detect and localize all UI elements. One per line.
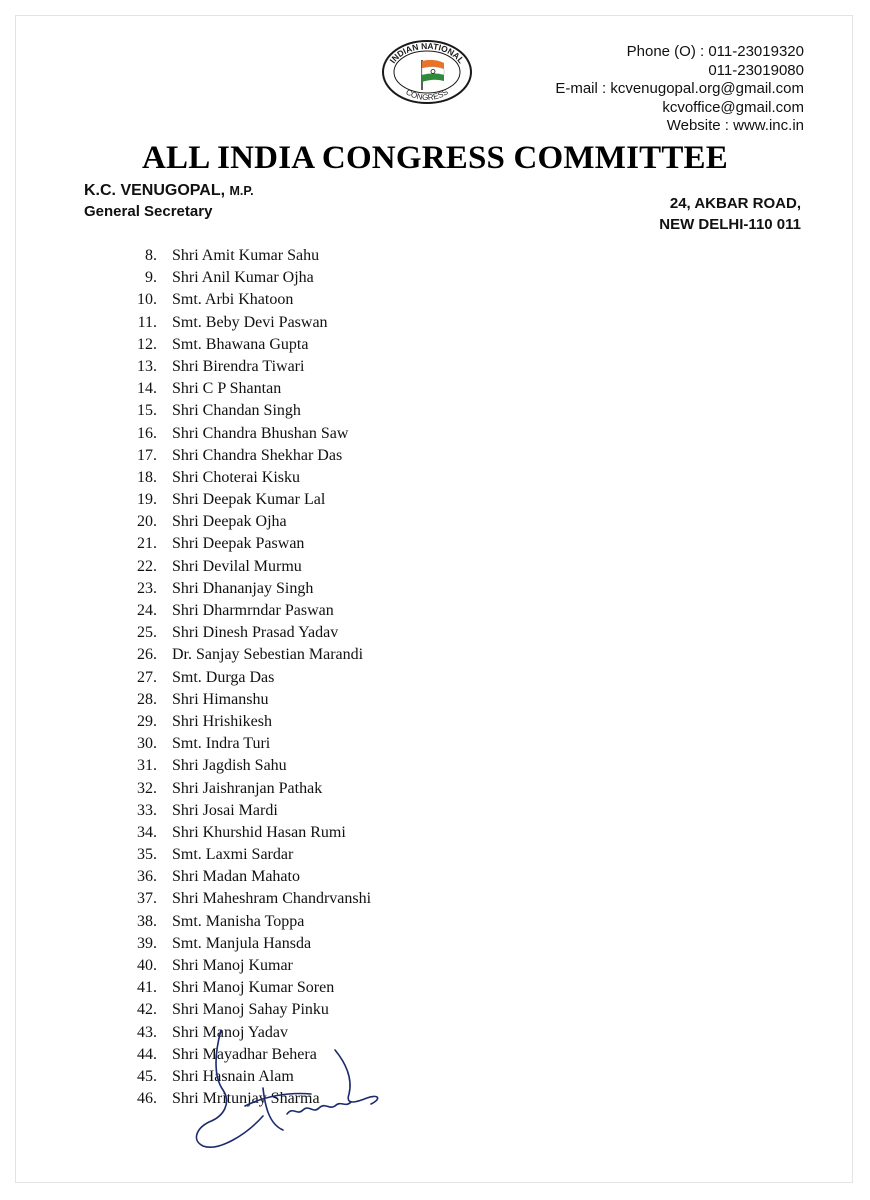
- list-item-name: Shri Manoj Sahay Pinku: [172, 1001, 329, 1019]
- website-url: www.inc.in: [733, 117, 804, 134]
- email-address-1: kcvenugopal.org@gmail.com: [610, 80, 804, 97]
- list-item-name: Shri Jaishranjan Pathak: [172, 779, 323, 797]
- list-item-name: Shri C P Shantan: [172, 380, 282, 398]
- list-item-number: 11.: [137, 313, 157, 331]
- list-item-number: 41.: [137, 979, 157, 997]
- list-item-name: Shri Anil Kumar Ojha: [172, 269, 314, 287]
- list-item-number: 12.: [137, 335, 157, 353]
- list-item-number: 37.: [137, 890, 157, 908]
- list-item-name: Shri Amit Kumar Sahu: [172, 247, 320, 264]
- list-item-number: 24.: [137, 602, 157, 619]
- website-row: [555, 117, 804, 136]
- list-item-number: 10.: [137, 291, 157, 309]
- sender-name: K.C. VENUGOPAL,: [84, 182, 226, 199]
- address-line-2: NEW DELHI-110 011: [659, 216, 801, 233]
- list-item-number: 39.: [137, 934, 157, 952]
- list-item-number: 28.: [137, 690, 157, 708]
- phone-label: Phone (O) :: [626, 43, 705, 60]
- signature: [185, 1030, 400, 1155]
- list-item-name: Shri Mritunjay Sharma: [172, 1090, 320, 1108]
- list-item-number: 42.: [137, 1001, 157, 1019]
- list-item-name: Shri Dinesh Prasad Yadav: [172, 624, 339, 642]
- list-item-number: 25.: [137, 624, 157, 642]
- list-item-number: 29.: [137, 712, 157, 730]
- sender-block: [84, 182, 254, 220]
- list-item-name: Shri Hrishikesh: [172, 712, 272, 730]
- list-item-name: Shri Chandan Singh: [172, 402, 301, 420]
- email-row: [555, 80, 804, 99]
- list-item-name: Shri Manoj Yadav: [172, 1023, 289, 1041]
- list-item-number: 43.: [137, 1023, 157, 1041]
- list-item-name: Shri Deepak Paswan: [172, 535, 305, 553]
- list-item-name: Smt. Manjula Hansda: [172, 934, 312, 952]
- list-item-name: Shri Manoj Kumar: [172, 957, 293, 974]
- list-item-name: Shri Maheshram Chandrvanshi: [172, 890, 372, 908]
- list-item-name: Shri Manoj Kumar Soren: [172, 979, 335, 997]
- email-address-2: kcvoffice@gmail.com: [662, 98, 804, 116]
- list-item-name: Smt. Durga Das: [172, 668, 275, 686]
- phone-number-1: 011-23019320: [708, 43, 804, 60]
- list-item-number: 32.: [137, 779, 157, 797]
- phone-row: [555, 43, 804, 62]
- list-item-name: Shri Devilal Murmu: [172, 557, 302, 575]
- list-item-number: 36.: [137, 868, 157, 886]
- list-item-name: Shri Chandra Bhushan Saw: [172, 424, 349, 442]
- list-item-number: 20.: [137, 513, 157, 531]
- list-item-name: Shri Deepak Kumar Lal: [172, 491, 326, 509]
- list-item-name: Shri Khurshid Hasan Rumi: [172, 823, 346, 841]
- list-item-number: 46.: [137, 1090, 157, 1108]
- list-item-name: Shri Himanshu: [172, 690, 269, 708]
- list-item-number: 35.: [137, 846, 157, 864]
- list-item-number: 22.: [137, 557, 157, 575]
- list-item-name: Shri Deepak Ojha: [172, 513, 287, 531]
- email-label: E-mail :: [555, 80, 607, 97]
- list-item-number: 33.: [137, 801, 157, 819]
- list-item-name: Shri Mayadhar Behera: [172, 1045, 317, 1063]
- list-item-number: 9.: [145, 269, 157, 287]
- list-item-name: Smt. Bhawana Gupta: [172, 335, 309, 353]
- logo-text-top: INDIAN NATIONAL: [387, 40, 467, 66]
- list-item-name: Smt. Beby Devi Paswan: [172, 313, 328, 331]
- list-item-name: Shri Madan Mahato: [172, 868, 300, 886]
- list-item-number: 23.: [137, 579, 157, 597]
- list-item-name: Shri Choterai Kisku: [172, 468, 300, 486]
- contact-block: [555, 43, 804, 136]
- list-item-name: Shri Jagdish Sahu: [172, 757, 287, 775]
- address-line-1: 24, AKBAR ROAD,: [669, 195, 801, 212]
- list-item-name: Shri Birendra Tiwari: [172, 357, 305, 375]
- list-item-number: 13.: [137, 357, 157, 375]
- sender-name-line: [84, 182, 254, 200]
- list-item-name: Smt. Arbi Khatoon: [172, 291, 294, 309]
- email-row-2: [555, 99, 804, 118]
- list-item-number: 15.: [137, 402, 157, 420]
- sender-role: General Secretary: [84, 203, 213, 220]
- list-item-name: Dr. Sanjay Sebestian Marandi: [172, 646, 364, 664]
- list-item-number: 17.: [137, 446, 157, 464]
- list-item-name: Shri Dhananjay Singh: [172, 579, 314, 597]
- list-item-number: 19.: [137, 491, 157, 509]
- organization-title: ALL INDIA CONGRESS COMMITTEE: [142, 140, 728, 176]
- list-item-name: Shri Chandra Shekhar Das: [172, 446, 343, 464]
- list-item-number: 26.: [137, 646, 157, 664]
- list-item-number: 27.: [137, 668, 157, 686]
- congress-logo: [380, 38, 474, 106]
- list-item-name: Smt. Manisha Toppa: [172, 912, 305, 930]
- list-item-number: 21.: [137, 535, 157, 553]
- list-item-name: Shri Josai Mardi: [172, 801, 278, 819]
- list-item-name: Shri Dharmrndar Paswan: [172, 602, 334, 619]
- list-item-number: 38.: [137, 912, 157, 930]
- list-item-name: Shri Hasnain Alam: [172, 1067, 294, 1085]
- logo-text-bottom: CONGRESS: [404, 87, 450, 103]
- list-item-number: 45.: [137, 1067, 157, 1085]
- list-item-number: 8.: [145, 247, 157, 264]
- list-item-number: 40.: [137, 957, 157, 974]
- phone-row-2: [555, 62, 804, 81]
- list-item-number: 18.: [137, 468, 157, 486]
- address-block: [659, 193, 801, 235]
- list-item-number: 44.: [137, 1045, 157, 1063]
- list-item-number: 30.: [137, 735, 157, 753]
- list-item-number: 34.: [137, 823, 157, 841]
- list-item-name: Smt. Indra Turi: [172, 735, 271, 753]
- list-item-number: 31.: [137, 757, 157, 775]
- list-item-name: Smt. Laxmi Sardar: [172, 846, 294, 864]
- list-item-number: 16.: [137, 424, 157, 442]
- list-item-number: 14.: [137, 380, 157, 398]
- phone-number-2: 011-23019080: [708, 61, 804, 79]
- sender-suffix: M.P.: [229, 184, 254, 198]
- website-label: Website :: [666, 117, 729, 134]
